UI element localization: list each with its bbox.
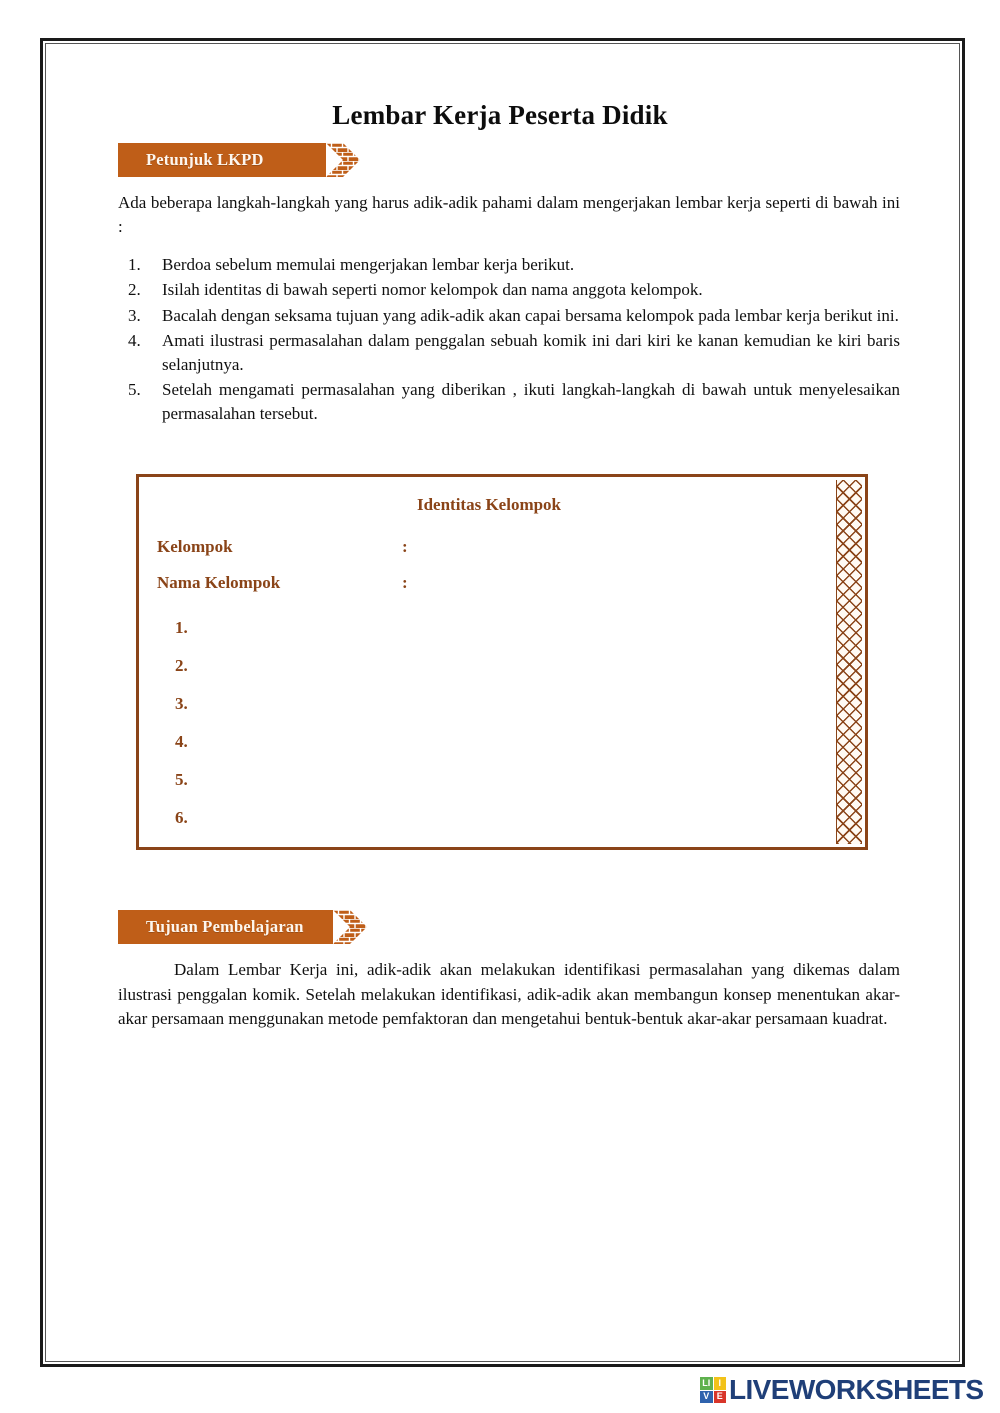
field-colon: : bbox=[402, 537, 408, 557]
field-row-kelompok bbox=[157, 537, 865, 557]
step-text: Amati ilustrasi permasalahan dalam penggalan sebuah komik ini dari kiri ke kanan kemudian ke kiri baris selanjutnya. bbox=[162, 330, 900, 374]
member-name-list bbox=[157, 609, 865, 837]
section-banner-petunjuk bbox=[118, 143, 900, 177]
list-item bbox=[118, 378, 900, 426]
petunjuk-intro-text: Ada beberapa langkah-langkah yang harus adik-adik pahami dalam mengerjakan lembar kerja seperti di bawah ini : bbox=[118, 193, 900, 237]
identitas-kelompok-box bbox=[136, 474, 868, 850]
banner-arrow-icon bbox=[326, 143, 360, 177]
page-title: Lembar Kerja Peserta Didik bbox=[332, 100, 668, 130]
step-number: 2. bbox=[128, 280, 141, 300]
list-item[interactable]: 1. bbox=[175, 618, 188, 638]
petunjuk-step-list bbox=[118, 253, 900, 426]
worksheet-content bbox=[118, 100, 900, 1032]
field-colon: : bbox=[402, 573, 408, 593]
logo-cell-v: V bbox=[700, 1391, 713, 1404]
list-item[interactable]: 6. bbox=[175, 808, 188, 828]
list-item bbox=[118, 304, 900, 328]
liveworksheets-wordmark: LIVEWORKSHEETS bbox=[729, 1374, 984, 1405]
step-text: Isilah identitas di bawah seperti nomor kelompok dan nama anggota kelompok. bbox=[162, 280, 703, 300]
step-text: Bacalah dengan seksama tujuan yang adik-adik akan capai bersama kelompok pada lembar kerja berikut ini. bbox=[162, 305, 899, 325]
tujuan-pembelajaran-section bbox=[118, 910, 900, 1032]
field-label-nama-kelompok: Nama Kelompok bbox=[157, 573, 281, 593]
liveworksheets-logo bbox=[700, 1374, 984, 1406]
step-number: 1. bbox=[128, 255, 141, 275]
banner-label-petunjuk: Petunjuk LKPD bbox=[146, 150, 264, 169]
logo-cell-i: I bbox=[714, 1377, 727, 1390]
step-text: Setelah mengamati permasalahan yang diberikan , ikuti langkah-langkah di bawah untuk menyelesaikan permasalahan tersebut. bbox=[162, 379, 900, 423]
logo-cell-li: LI bbox=[700, 1377, 713, 1390]
identitas-title: Identitas Kelompok bbox=[416, 495, 562, 515]
banner-arrow-icon bbox=[333, 910, 367, 944]
identitas-kelompok-section bbox=[118, 474, 900, 854]
list-item bbox=[118, 278, 900, 302]
step-number: 3. bbox=[128, 305, 141, 325]
hatch-pattern-strip bbox=[836, 480, 862, 844]
list-item bbox=[118, 329, 900, 377]
list-item[interactable]: 3. bbox=[175, 694, 188, 714]
banner-body bbox=[118, 910, 333, 944]
list-item[interactable]: 5. bbox=[175, 770, 188, 790]
list-item bbox=[118, 253, 900, 277]
step-text: Berdoa sebelum memulai mengerjakan lembar kerja berikut. bbox=[162, 255, 575, 275]
tujuan-paragraph: Dalam Lembar Kerja ini, adik-adik akan melakukan identifikasi permasalahan yang dikemas dalam ilustrasi penggalan komik. Setelah melakukan identifikasi, adik-adik akan membangun konsep menentukan akar-akar persamaan menggunakan metode pemfaktoran dan mengetahui bentuk-bentuk akar-akar persamaan kuadrat. bbox=[118, 960, 900, 1029]
field-row-nama-kelompok bbox=[157, 573, 865, 593]
banner-body bbox=[118, 143, 326, 177]
field-label-kelompok: Kelompok bbox=[157, 537, 233, 557]
banner-label-tujuan: Tujuan Pembelajaran bbox=[146, 917, 304, 937]
step-number: 5. bbox=[128, 379, 141, 399]
list-item[interactable]: 2. bbox=[175, 656, 188, 676]
identitas-fields bbox=[139, 515, 865, 837]
logo-cell-e: E bbox=[714, 1391, 727, 1404]
list-item[interactable]: 4. bbox=[175, 732, 188, 752]
step-number: 4. bbox=[128, 330, 141, 350]
section-banner-tujuan bbox=[118, 910, 900, 944]
liveworksheets-mark-icon bbox=[700, 1377, 726, 1403]
